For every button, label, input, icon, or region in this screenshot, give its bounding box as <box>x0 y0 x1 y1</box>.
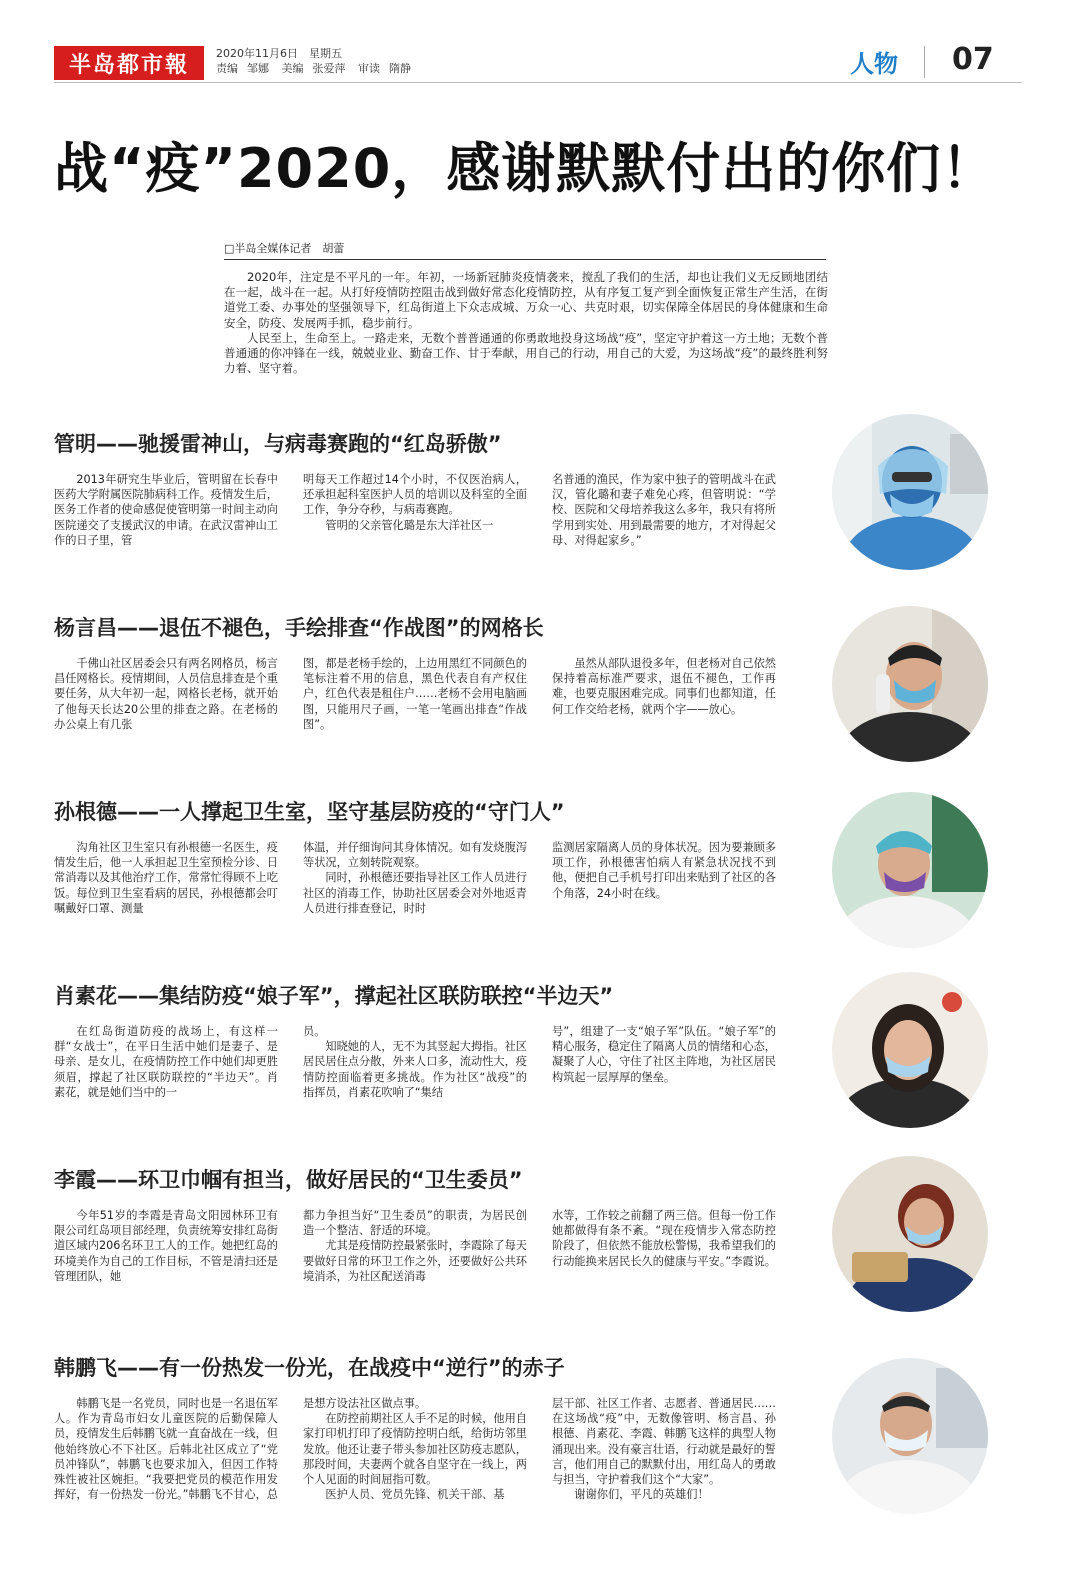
page-title: 战“疫”2020，感谢默默付出的你们！ <box>54 137 997 200</box>
paragraph: 谢谢你们，平凡的英雄们！ <box>574 1488 709 1502</box>
story-column-1 <box>54 1396 278 1502</box>
paragraph: 监测居家隔离人员的身体状况。因为要兼顾多项工作，孙根德害怕病人有紧急状况找不到他，便把自己手机号打印出来贴到了社区的各个角落，24小时在线。 <box>552 841 776 900</box>
intro-text <box>224 270 828 376</box>
portrait-photo <box>832 606 988 762</box>
story-han-pengfei <box>54 1352 1054 1502</box>
paragraph: 沟角社区卫生室只有孙根德一名医生，疫情发生后，他一人承担起卫生室预检分诊、日常消毒以及其他治疗工作，常常忙得顾不上吃饭。每位到卫生室看病的居民，孙根德都会叮嘱戴好口罩、测量 <box>54 841 278 915</box>
intro-paragraph: 人民至上，生命至上。一路走来，无数个普普通通的你勇敢地投身这场战“疫”，坚定守护着这一方土地；无数个普普通通的你冲锋在一线，兢兢业业、勤奋工作、甘于奉献，用自己的行动，用自己的大爱，为这场战“疫”的最终胜利努力着、坚守着。 <box>224 330 828 376</box>
portrait-photo <box>832 792 988 948</box>
paragraph: 图，都是老杨手绘的，上边用黑红不同颜色的笔标注着不用的信息，黑色代表自有产权住户，红色代表是租住户……老杨不会用电脑画图，只能用尺子画，一笔一笔画出排查“作战图”。 <box>303 657 527 731</box>
design-label: 美编 <box>281 62 304 75</box>
paragraph: 在红岛街道防疫的战场上，有这样一群“女战士”，在平日生活中她们是妻子、是母亲、是女儿，在疫情防控工作中她们却更胜须眉，撑起了社区联防联控的“半边天”。肖素花，就是她们当中的一 <box>54 1025 278 1099</box>
story-column-1 <box>54 472 278 548</box>
story-column-2 <box>303 840 527 916</box>
portrait-photo <box>832 414 988 570</box>
issue-weekday: 星期五 <box>309 47 342 60</box>
story-column-1 <box>54 840 278 916</box>
byline: □半岛全媒体记者 胡蕾 <box>224 240 826 260</box>
header-rule <box>54 82 1022 83</box>
story-sun-gende <box>54 796 1054 915</box>
story-guan-ming <box>54 428 1054 547</box>
story-xiao-suhua <box>54 980 1054 1099</box>
portrait-photo <box>832 1156 988 1312</box>
story-column-1 <box>54 656 278 732</box>
portrait-photo <box>832 972 988 1128</box>
issue-meta <box>216 46 420 76</box>
editor-label: 责编 <box>216 62 238 75</box>
story-column-1 <box>54 1208 278 1284</box>
paragraph: 员。 <box>303 1025 326 1038</box>
paragraph: 韩鹏飞是一名党员，同时也是一名退伍军人。作为青岛市妇女儿童医院的后勤保障人员，疫情发生后韩鹏飞就一直奋战在一线，但他始终放心不下社区。后韩北社区成立了“党员冲锋队”，韩鹏飞也要求加入，但因工作特殊性被社区婉拒。“我要把党员的模范作用发挥好，有一份热发一份光。”韩鹏飞不甘心，总 <box>54 1397 278 1502</box>
story-column-3 <box>552 472 776 548</box>
paragraph: 层干部、社区工作者、志愿者、普通居民……在这场战“疫”中，无数像管明、杨言昌、孙根德、肖素花、李霞、韩鹏飞这样的典型人物涌现出来。没有豪言壮语，行动就是最好的誓言，他们用自己的默默付出，用红岛人的勇敢与担当，守护着我们这个“大家”。 <box>552 1397 776 1487</box>
issue-date: 2020年11月6日 <box>216 47 298 60</box>
story-heading: 肖素花——集结防疫“娘子军”，撑起社区联防联控“半边天” <box>54 984 614 1008</box>
paragraph: 管明的父亲管化璐是东大洋社区一 <box>325 518 494 532</box>
designer-name: 张爱萍 <box>312 62 346 75</box>
story-column-3 <box>552 1024 776 1100</box>
paragraph: 名普通的渔民，作为家中独子的管明战斗在武汉，管化璐和妻子难免心疼，但管明说：“学校、医院和父母培养我这么多年，我只有将所学用到实处、用到最需要的地方，才对得起父母、对得起家乡。” <box>552 473 776 547</box>
story-heading: 管明——驰援雷神山，与病毒赛跑的“红岛骄傲” <box>54 432 502 456</box>
editor-name: 邹娜 <box>247 62 269 75</box>
paragraph: 虽然从部队退役多年，但老杨对自己依然保持着高标准严要求，退伍不褪色，工作再难，也要克服困难完成。同事们也都知道，任何工作交给老杨，就两个字——放心。 <box>552 657 776 716</box>
story-li-xia <box>54 1164 1054 1283</box>
paragraph: 2013年研究生毕业后，管明留在长春中医药大学附属医院肺病科工作。疫情发生后，医务工作者的使命感促使管明第一时间主动向医院递交了支援武汉的申请。在武汉雷神山工作的日子里，管 <box>54 473 278 547</box>
paragraph: 在防控前期社区人手不足的时候，他用自家打印机打印了疫情防控明白纸，给街坊邻里发放。他还让妻子带头参加社区防疫志愿队，那段时间，夫妻两个就各自坚守在一线上，两个人见面的时间屈指可数。 <box>303 1412 527 1487</box>
paragraph: 都力争担当好“卫生委员”的职责，为居民创造一个整洁、舒适的环境。 <box>303 1209 527 1238</box>
paragraph: 水等，工作较之前翻了两三倍。但每一份工作她都做得有条不紊。“现在疫情步入常态防控阶段了，但依然不能放松警惕，我希望我们的行动能换来居民长久的健康与平安。”李霞说。 <box>552 1209 776 1268</box>
portrait-photo <box>832 1358 988 1514</box>
story-column-2 <box>303 1396 527 1502</box>
paragraph: 今年51岁的李霞是青岛文阳园林环卫有限公司红岛项目部经理，负责统筹安排红岛街道区域内206名环卫工人的工作。她把红岛的环境美作为自己的工作目标，不管是清扫还是管理团队，她 <box>54 1209 278 1283</box>
story-heading: 杨言昌——退伍不褪色，手绘排查“作战图”的网格长 <box>54 616 544 640</box>
story-column-3 <box>552 656 776 732</box>
story-column-2 <box>303 1024 527 1100</box>
story-column-3 <box>552 1208 776 1284</box>
paragraph: 千佛山社区居委会只有两名网格员，杨言昌任网格长。疫情期间，人员信息排查是个重要任务，从大年初一起，网格长老杨，就开始了他每天长达20公里的排查之路。在老杨的办公桌上有几张 <box>54 657 278 731</box>
story-heading: 孙根德——一人撑起卫生室，坚守基层防疫的“守门人” <box>54 800 565 824</box>
paragraph: 尤其是疫情防控最紧张时，李霞除了每天要做好日常的环卫工作之外，还要做好公共环境消杀，为社区配送消毒 <box>303 1239 527 1283</box>
story-column-1 <box>54 1024 278 1100</box>
proof-label: 审读 <box>358 62 380 75</box>
paragraph: 明每天工作超过14个小时，不仅医治病人，还承担起科室医护人员的培训以及科室的全面工作，争分夺秒，与病毒赛跑。 <box>303 473 527 517</box>
paragraph: 知晓她的人，无不为其竖起大拇指。社区居民居住点分散，外来人口多，流动性大，疫情防控面临着更多挑战。作为社区“战疫”的指挥员，肖素花吹响了“集结 <box>303 1040 527 1099</box>
paragraph: 医护人员、党员先锋、机关干部、基 <box>325 1488 505 1502</box>
newspaper-masthead-logo: 半岛都市報 <box>54 46 204 80</box>
story-yang-yanchang <box>54 612 1054 731</box>
section-name: 人物 <box>850 50 898 78</box>
proofreader-name: 隋静 <box>389 62 411 75</box>
story-column-3 <box>552 1396 776 1502</box>
story-column-2 <box>303 1208 527 1284</box>
story-heading: 李霞——环卫巾帼有担当，做好居民的“卫生委员” <box>54 1168 523 1192</box>
story-column-3 <box>552 840 776 916</box>
story-column-2 <box>303 472 527 548</box>
story-heading: 韩鹏飞——有一份热发一份光，在战疫中“逆行”的赤子 <box>54 1356 565 1380</box>
intro-paragraph: 2020年，注定是不平凡的一年。年初，一场新冠肺炎疫情袭来，搅乱了我们的生活，却也让我们义无反顾地团结在一起，战斗在一起。从打好疫情防控阻击战到做好常态化疫情防控，从有序复工复产到全面恢复正常生产生活，在街道党工委、办事处的坚强领导下，红岛街道上下众志成城、万众一心、共克时艰，切实保障全体居民的身体健康和生命安全，防疫、发展两手抓，稳步前行。 <box>224 270 828 330</box>
paragraph: 同时，孙根德还要指导社区工作人员进行社区的消毒工作，协助社区居委会对外地返青人员进行排查登记，时时 <box>303 871 527 915</box>
page-number: 07 <box>952 42 994 77</box>
paragraph: 号”，组建了一支“娘子军”队伍。“娘子军”的精心服务，稳定住了隔离人员的情绪和心态，凝聚了人心，守住了社区主阵地，为社区居民构筑起一层厚厚的堡垒。 <box>552 1025 776 1084</box>
story-column-2 <box>303 656 527 732</box>
header-divider <box>924 46 925 78</box>
paragraph: 体温，并仔细询问其身体情况。如有发烧腹泻等状况，立刻转院观察。 <box>303 841 527 870</box>
paragraph: 是想方设法社区做点事。 <box>303 1397 427 1410</box>
